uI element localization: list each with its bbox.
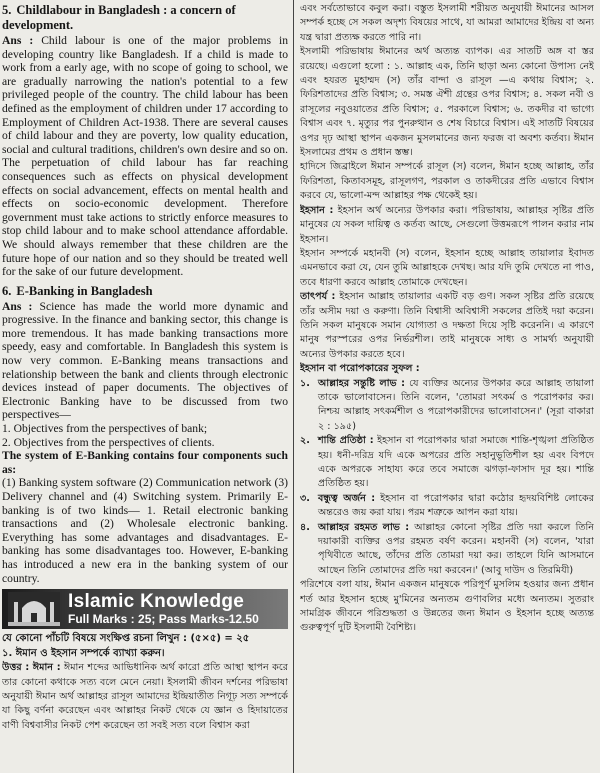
paragraph: এবং সর্বতোভাবে কবুল করা। বস্তুত ইসলামী শরীয়ত অনুযায়ী ঈমানের আসল সম্পর্ক হচ্ছে সে সকল অদৃশ্য বিষয়ের সাথে, যা আমরা আমাদের ইন্দ্রিয় বা অন্য যন্ত্র দ্বারা প্রত্যক্ষ করতে পারি না। bbox=[300, 3, 594, 43]
marks-info: Full Marks : 25; Pass Marks-12.50 bbox=[68, 612, 259, 627]
paragraph bbox=[300, 290, 594, 362]
item-number: ৪. bbox=[300, 521, 310, 533]
list-item bbox=[300, 521, 594, 579]
item-text: যে ব্যক্তির অন্যের উপকার করে আল্লাহ তায়ালা তাকে ভালোবাসেন। তিনি বলেন, 'তোমরা সৎকর্ম ও পরোপকার কর। নিশ্চয় আল্লাহ সৎকর্মশীল ও পরোপকারীদের ভালোবাসেন।' (সূরা বাকারা ২ : ১৯৫) bbox=[318, 377, 594, 432]
term-label: ইহসান : bbox=[300, 204, 334, 216]
answer-text: Child labour is one of the major problems in developing country like Bangladesh. If a child is made to work from a early age, with no scope of going to school, we are gradually narrowing the nation's potential to a few privileged people of the country. The child labour has been defined as the employment of children under 17 according to Employment of Children Act-1938. There are several causes of child labour and they are poverty, low quality education, social and cultural traditions, children's own desire and so on. The perpetuation of child labour has far reaching consequences such as effects on physical development effects on social advancement, effects on mental health and effects on socio-economic development. Therefore government must take actions to strictly enforce measures to stop child labour and to make school attendance affordable. We should always remember that these children are the future hope of our nation and so they should be treated well for the sake of our future development. bbox=[2, 34, 288, 279]
list-item bbox=[300, 492, 594, 521]
list-item bbox=[300, 377, 594, 435]
right-column bbox=[300, 2, 594, 773]
item-title: আল্লাহর সন্তুষ্টি লাভ : bbox=[318, 377, 405, 389]
mosque-icon bbox=[8, 592, 60, 626]
answer-label: Ans : bbox=[2, 34, 34, 47]
paragraph: হাদিসে জিব্রাইলে ঈমান সম্পর্কে রাসূল (স) বলেন, ঈমান হচ্ছে আল্লাহ, তাঁর ফিরিশতা, কিতাবসমূহ, রাসূলগণ, পরকাল ও তাকদীরের প্রতি এভাবে বিশ্বাস করবে যে, ভালো-মন্দ আল্লাহর পক্ষ থেকেই হয়। bbox=[300, 161, 594, 202]
item-text: আল্লাহর কোনো সৃষ্টির প্রতি দয়া করলে তিনি দয়াকারী ব্যক্তির ওপর রহমত বর্ষণ করেন। মহানবী (স) বলেন, 'যারা পৃথিবীতে আছে, তাঁদের প্রতি তোমরা দয়া কর। তাহলে যিনি আসমানে আছেন তিনি তোমাদের প্রতি দয়া করবেন।' (আবু দাউদ ও তিরমিযী) bbox=[318, 521, 594, 576]
paragraph bbox=[300, 204, 594, 247]
list-item bbox=[300, 434, 594, 492]
item-number: ২. bbox=[300, 435, 310, 447]
section-body bbox=[2, 34, 288, 279]
section-heading bbox=[2, 3, 288, 33]
item-text: ইহসান বা পরোপকার দ্বারা সমাজে শান্তি-শৃঙ্খলা প্রতিষ্ঠিত হয়। ধনী-দরিদ্র যদি একে অপরের প্রতি সহানুভূতিশীল হয় এবং বিপদে একে অপরকে সাহায্য করে তবে সমাজে ঝগড়া-ফাসাদ দূর হয়। শান্তি প্রতিষ্ঠিত হয়। bbox=[318, 435, 594, 490]
term-label: তাৎপর্য : bbox=[300, 291, 336, 303]
section-title: Childlabour in Bangladesh : a concern of development. bbox=[2, 3, 236, 32]
answer-text: ঈমান শব্দের আভিধানিক অর্থ কারো প্রতি আস্থা স্থাপন করে তার কোনো কথাকে সত্য বলে মেনে নেয়া। ইসলামী জীবন দর্শনের পরিভাষা অনুযায়ী ঈমান অর্থ আল্লাহর রাসূল আমাদের ইন্দ্রিয়াতীত নিগূঢ় সত্য সম্পর্কে যা কিছু বর্ণনা করেছেন এবং আল্লাহর নিকট থেকে যে জ্ঞান ও হিদায়াতের বাণী বিশ্ববাসীর নিকট পেশ করেছেন তা সবই সত্য বলে বিশ্বাস করা bbox=[2, 662, 288, 731]
closing-paragraph: পরিশেষে বলা যায়, ঈমান একজন মানুষকে পরিপূর্ণ মুসলিম হওয়ার জন্য প্রধান শর্ত আর ইহসান হচ্ছে মু'মিনের অন্যতম গুণাবলির মধ্যে অন্যতম। সুতরাং সামগ্রিক জীবনে পরিশুদ্ধতা ও উন্নতের জন্য ঈমান ও ইহসান হচ্ছে অত্যন্ত গুরুত্বপূর্ণ দুটি ইসলামী বৈশিষ্ট্য। bbox=[300, 579, 594, 634]
components-text: (1) Banking system software (2) Communication network (3) Delivery channel and (4) Switching system. Primarily E-banking is of two kinds— 1. Retail electronic banking transactions and (2) Wholesale electronic banking. Everything has some advantages and disadvantages. E-banking has some disadvantages too. However, E-banking has introduced a new era in the banking system of our country. bbox=[2, 476, 288, 585]
objective-point-2: 2. Objectives from the perspectives of clients. bbox=[2, 435, 215, 449]
column-divider bbox=[293, 0, 294, 773]
answer-text: Science has made the world more dynamic and progressive. In the finance and banking sector, this change is more tremendous. It has made banking transactions more speedy, easy and comfortable. In Bangladesh this system is now very common. E-Banking means transactions and relationship between the bank and clients through electronic devices instead of paper documents. The objectives of Electronic Banking have to be discussed from two perspectives— bbox=[2, 299, 288, 422]
answer-label: Ans : bbox=[2, 299, 33, 313]
instruction-line: যে কোনো পাঁচটি বিষয়ে সংক্ষিপ্ত রচনা লিখুন : (৫×৫) = ২৫ bbox=[2, 633, 250, 645]
question-text: ঈমান ও ইহসান সম্পর্কে ব্যাখ্যা করুন। bbox=[15, 648, 165, 660]
question-number: ১. bbox=[2, 648, 13, 660]
paragraph: ইহসান সম্পর্কে মহানবী (স) বলেন, ইহসান হচ্ছে আল্লাহ তায়ালার ইবাদত এমনভাবে করা যে, যেন তুমি আল্লাহকে দেখছ। আর যদি তুমি দেখতে না পাও, তবে ধারণা করবে আল্লাহ তোমাকে দেখছেন। bbox=[300, 247, 594, 288]
paragraph-text: ইহসান অর্থ অন্যের উপকার করা। পরিভাষায়, আল্লাহর সৃষ্টির প্রতি মানুষের যে সকল দায়িত্ব ও কর্তব্য আছে, সেগুলো উত্তমরূপে পালন করার নাম ইহসান। bbox=[300, 204, 594, 245]
question-1 bbox=[2, 646, 288, 733]
section-heading bbox=[2, 284, 288, 299]
benefits-list bbox=[300, 377, 594, 579]
paragraph-text: ইহসান আল্লাহ তায়ালার একটি বড় গুণ। সকল সৃষ্টির প্রতি রয়েছে তাঁর অসীম দয়া ও করুণা। তিনি বিশ্বাসী অবিশ্বাসী সকলের প্রতিই দয়া করেন। তিনি সকল মানুষকে সমান যোগ্যতা ও দক্ষতা দিয়ে সৃষ্টি করেননি। এ কারণে মানুষ পরস্পরের ওপর নির্ভরশীল। তাই মানুষকে সাধ্য ও সামর্থ্য অনুযায়ী অন্যের উপকার করতে হবে। bbox=[300, 291, 594, 360]
answer-label: উত্তর : ঈমান : bbox=[2, 662, 61, 674]
section-child-labour bbox=[2, 3, 288, 279]
item-number: ১. bbox=[300, 377, 310, 389]
item-text: ইহসান বা পরোপকার দ্বারা কঠোর হৃদয়বিশিষ্ট লোকের অন্তরেও জয় করা যায়। পরম শত্রুকে আপন করা যায়। bbox=[318, 492, 594, 519]
components-intro: The system of E-Banking contains four components such as: bbox=[2, 449, 288, 476]
left-column bbox=[2, 2, 288, 773]
section-body bbox=[2, 300, 288, 422]
islamic-knowledge-banner bbox=[2, 589, 288, 629]
item-title: শান্তি প্রতিষ্ঠা : bbox=[318, 435, 374, 447]
section-number: 5. bbox=[2, 3, 12, 17]
question-title bbox=[2, 646, 288, 661]
question-answer bbox=[2, 661, 288, 733]
item-number: ৩. bbox=[300, 492, 310, 504]
section-title: E-Banking in Bangladesh bbox=[16, 283, 153, 298]
section-e-banking bbox=[2, 284, 288, 585]
subject-title: Islamic Knowledge bbox=[68, 591, 245, 613]
section-number: 6. bbox=[2, 283, 12, 298]
item-title: বন্ধুত্ব অর্জন : bbox=[318, 492, 376, 504]
benefits-heading: ইহসান বা পরোপকারের সুফল : bbox=[300, 363, 420, 375]
objective-point-1: 1. Objectives from the perspectives of bank; bbox=[2, 422, 208, 436]
paragraph: ইসলামী পরিভাষায় ঈমানের অর্থ অত্যন্ত ব্যাপক। এর সাতটি অঙ্গ বা স্তর রয়েছে। এগুলো হলো : ১. আল্লাহ এক, তিনি ছাড়া অন্য কোনো উপাস্য নেই এবং হযরত মুহাম্মদ (স) তাঁর বান্দা ও রাসূল —এ কথায় বিশ্বাস; ২. ফিরিশতাদের প্রতি বিশ্বাস; ৩. সমস্ত ঐশী গ্রন্থের ওপর বিশ্বাস; ৪. সকল নবী ও রাসূলের নবুওয়াতের প্রতি বিশ্বাস; ৫. পরকালে বিশ্বাস; ৬. তকদীর বা ভাগ্যে বিশ্বাস এবং ৭. মৃত্যুর পর পুনরুত্থান ও শেষ বিচারে বিশ্বাস। এই সাতটি বিষয়ের ওপর দৃঢ় আস্থা স্থাপন একজন মুসলমানের জন্য ফরজ বা অবশ্য কর্তব্য। ঈমান ইসলামের প্রথম ও প্রধান স্তম্ভ। bbox=[300, 46, 594, 159]
item-title: আল্লাহর রহমত লাভ : bbox=[318, 521, 410, 533]
